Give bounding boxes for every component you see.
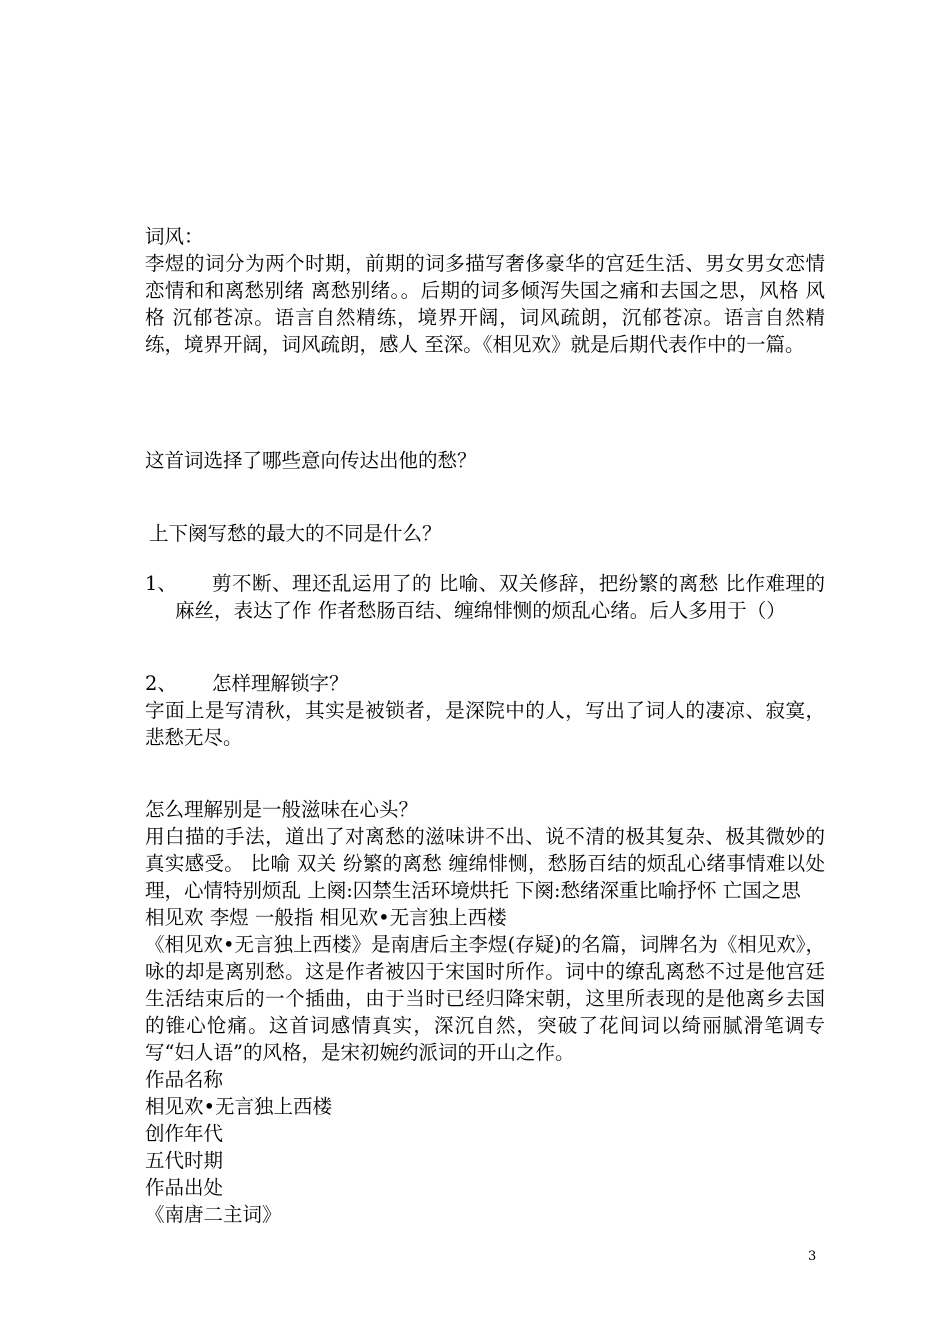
list-number: 1、: [145, 572, 177, 595]
intro-text: 李煜的词分为两个时期，前期的词多描写奢侈豪华的宫廷生活、男女男女恋情 恋情和和离愁别绪 离愁别绪。。后期的词多倾泻失国之痛和去国之思，风格 风格 沉郁苍凉。语言自然精练，境界开阔，词风疏朗，沉郁苍凉。语言自然精练，境界开阔，词风疏朗，感人 至深。《相见欢》就是后期代表作中的一篇。: [145, 252, 825, 356]
analysis-line: 用白描的手法，道出了对离愁的滋味讲不出、说不清的极其复杂、极其微妙的真实感受。 比喻 双关 纷繁的离愁 缠绵悱恻，愁肠百结的烦乱心绪事情难以处理，心情特别烦乱 上阕:囚禁生活环境烘托 下阕:愁绪深重比喻抒怀 亡国之思: [145, 825, 825, 902]
list-number: 2、: [145, 672, 177, 695]
analysis-line: 作品名称: [145, 1068, 224, 1091]
analysis-line: 《南唐二主词》: [145, 1203, 282, 1226]
analysis-line: 创作年代: [145, 1122, 224, 1145]
analysis-line: 作品出处: [145, 1176, 224, 1199]
heading-text: 词风：: [145, 225, 204, 248]
list-item-text: 怎样理解锁字？: [212, 672, 349, 695]
analysis-line: 相见欢•无言独上西楼: [145, 1095, 333, 1118]
page-number: 3: [808, 1249, 817, 1264]
analysis-line: 五代时期: [145, 1149, 224, 1172]
analysis-line: 《相见欢•无言独上西楼》是南唐后主李煜(存疑)的名篇，词牌名为《相见欢》，咏的却是离别愁。这是作者被囚于宋国时所作。词中的缭乱离愁不过是他宫廷生活结束后的一个插曲，由于当时已经归降宋朝，这里所表现的是他离乡去国的锥心怆痛。这首词感情真实，深沉自然，突破了花间词以绮丽腻滑笔调专写“妇人语”的风格，是宋初婉约派词的开山之作。: [145, 933, 825, 1064]
answer-paragraph: [145, 697, 825, 751]
answer-text: 字面上是写清秋，其实是被锁者，是深院中的人，写出了词人的凄凉、寂寞，悲愁无尽。: [145, 699, 825, 749]
question-1-text: 这首词选择了哪些意向传达出他的愁？: [145, 449, 477, 472]
analysis-section: [145, 796, 825, 1228]
analysis-line: 怎么理解别是一般滋味在心头？: [145, 798, 419, 821]
section-heading: [145, 223, 825, 250]
analysis-line: 相见欢 李煜 一般指 相见欢•无言独上西楼: [145, 906, 507, 929]
list-item-2: [145, 670, 825, 697]
list-item-text: 剪不断、理还乱运用了的 比喻、双关修辞，把纷繁的离愁 比作难理的麻丝，表达了作 作者愁肠百结、缠绵悱恻的烦乱心绪。后人多用于（）: [175, 572, 825, 622]
question-2-text: 上下阕写愁的最大的不同是什么？: [149, 522, 442, 545]
question-1: [145, 447, 825, 474]
question-2: [149, 520, 829, 547]
intro-paragraph: [145, 250, 825, 358]
list-item-1: [145, 570, 825, 624]
